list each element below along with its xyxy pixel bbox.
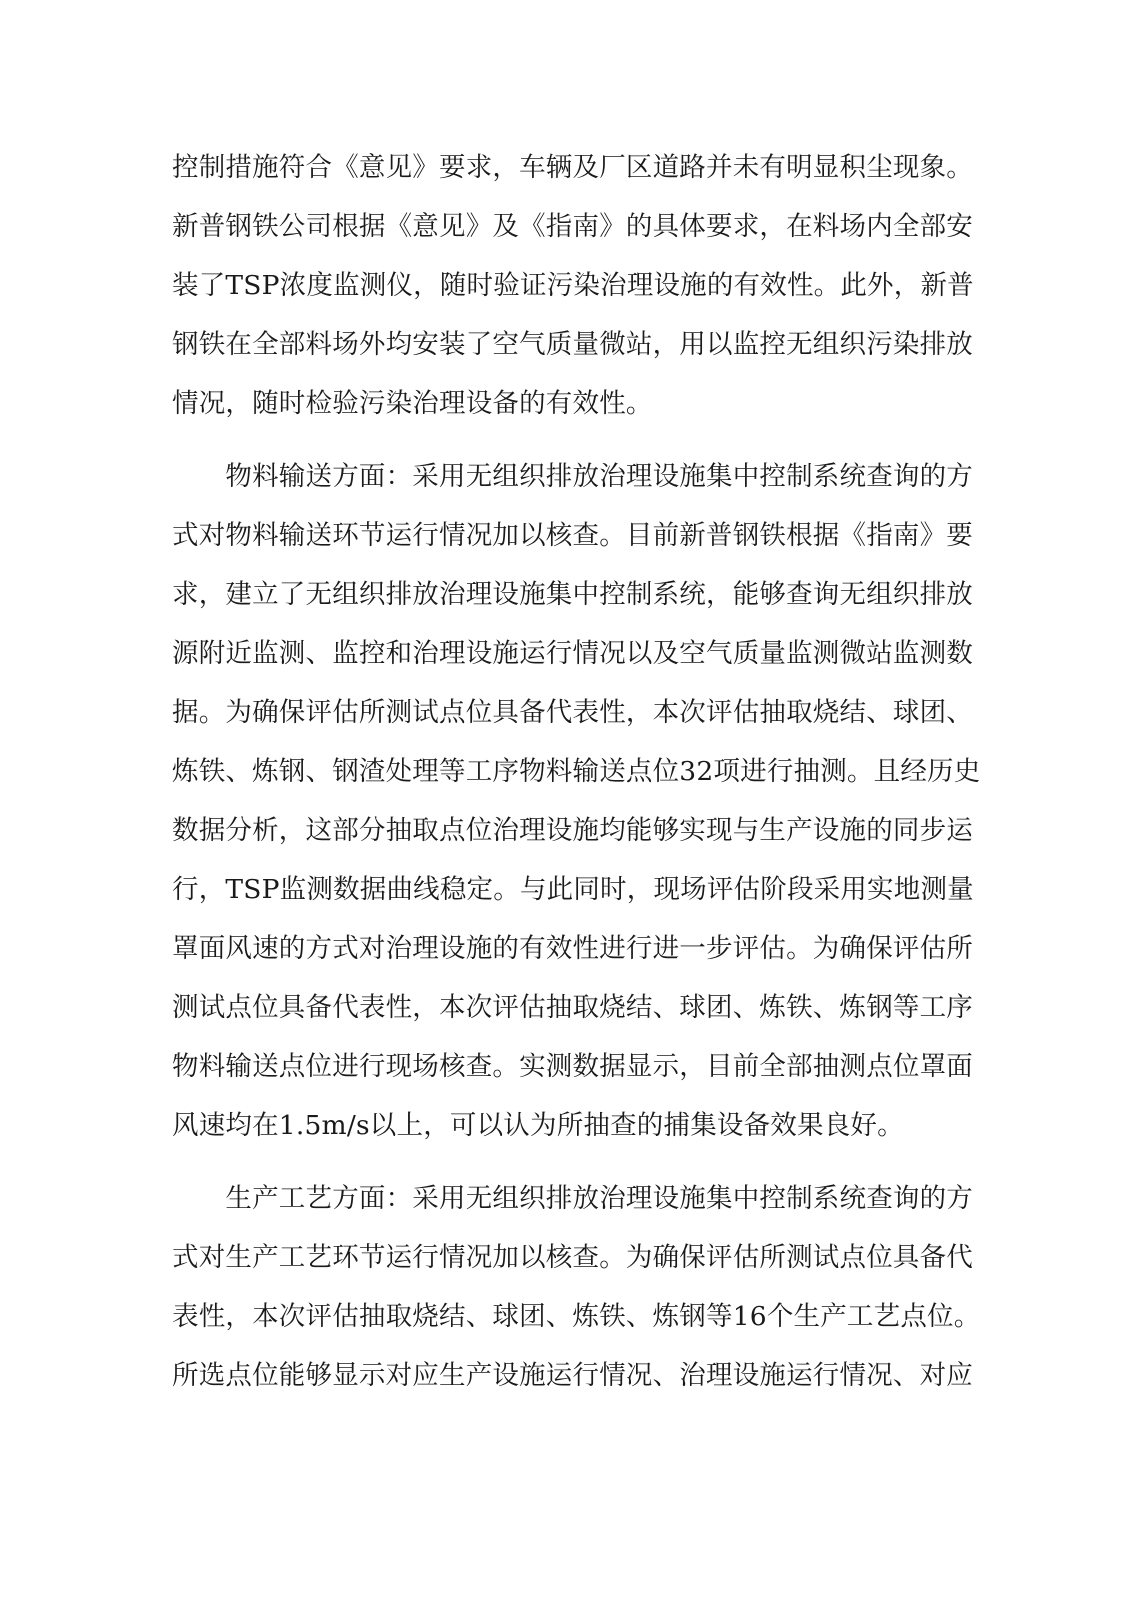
text-line: 控制措施符合《意见》要求，车辆及厂区道路并未有明显积尘现象。: [172, 152, 973, 183]
paragraph-3: [172, 1169, 981, 1405]
text-line: 式对物料输送环节运行情况加以核查。目前新普钢铁根据《指南》要: [172, 520, 973, 551]
paragraph-spacer: [172, 433, 958, 447]
text-line: 测试点位具备代表性，本次评估抽取烧结、球团、炼铁、炼钢等工序: [172, 992, 973, 1023]
text-line: 求，建立了无组织排放治理设施集中控制系统，能够查询无组织排放: [172, 579, 973, 610]
text-line: 行，TSP监测数据曲线稳定。与此同时，现场评估阶段采用实地测量: [172, 874, 974, 905]
paragraph-spacer: [172, 1155, 958, 1169]
text-line: 炼铁、炼钢、钢渣处理等工序物料输送点位32项进行抽测。且经历史: [172, 756, 981, 787]
text-line: 据。为确保评估所测试点位具备代表性，本次评估抽取烧结、球团、: [172, 697, 973, 728]
document-body: [172, 138, 981, 1405]
text-line: 装了TSP浓度监测仪，随时验证污染治理设施的有效性。此外，新普: [172, 270, 974, 301]
text-line: 罩面风速的方式对治理设施的有效性进行进一步评估。为确保评估所: [172, 933, 973, 964]
text-line: 所选点位能够显示对应生产设施运行情况、治理设施运行情况、对应: [172, 1360, 973, 1391]
paragraph-2: [172, 447, 981, 1155]
text-line: 数据分析，这部分抽取点位治理设施均能够实现与生产设施的同步运: [172, 815, 973, 846]
text-line: 情况，随时检验污染治理设备的有效性。: [172, 388, 653, 419]
text-line: 新普钢铁公司根据《意见》及《指南》的具体要求，在料场内全部安: [172, 211, 973, 242]
text-line: 式对生产工艺环节运行情况加以核查。为确保评估所测试点位具备代: [172, 1242, 973, 1273]
text-line: 钢铁在全部料场外均安装了空气质量微站，用以监控无组织污染排放: [172, 329, 973, 360]
text-line: 生产工艺方面：采用无组织排放治理设施集中控制系统查询的方: [172, 1183, 973, 1214]
text-line: 物料输送方面：采用无组织排放治理设施集中控制系统查询的方: [172, 461, 973, 492]
text-line: 表性，本次评估抽取烧结、球团、炼铁、炼钢等16个生产工艺点位。: [172, 1301, 981, 1332]
text-line: 物料输送点位进行现场核查。实测数据显示，目前全部抽测点位罩面: [172, 1051, 973, 1082]
text-line: 源附近监测、监控和治理设施运行情况以及空气质量监测微站监测数: [172, 638, 973, 669]
text-line: 风速均在1.5m/s以上，可以认为所抽查的捕集设备效果良好。: [172, 1110, 904, 1141]
paragraph-1: [172, 138, 974, 433]
